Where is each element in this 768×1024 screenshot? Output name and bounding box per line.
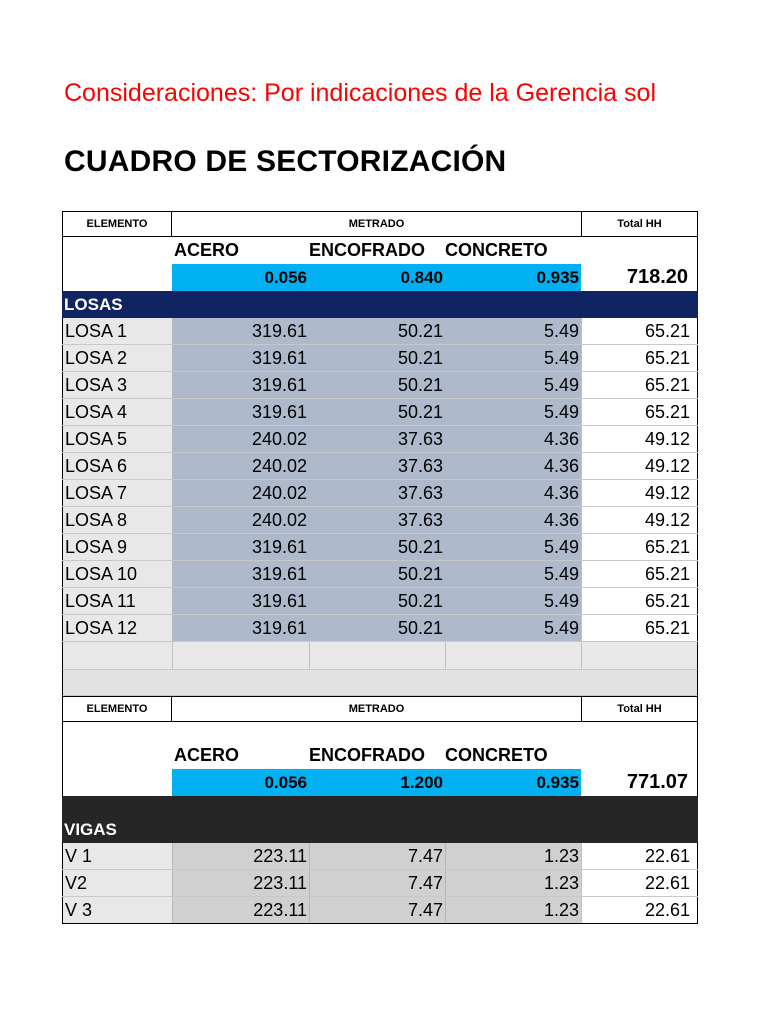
row-acero-value: 240.02 [172, 507, 309, 533]
row-total-hh-value: 49.12 [581, 426, 698, 452]
row-acero-value: 319.61 [172, 318, 309, 344]
row-concreto-value: 4.36 [445, 480, 581, 506]
row-total-hh-value: 49.12 [581, 480, 698, 506]
row-total-hh-value: 65.21 [581, 399, 698, 425]
row-acero-value: 319.61 [172, 561, 309, 587]
header-elemento: ELEMENTO [62, 211, 172, 237]
row-element-name: LOSA 11 [62, 588, 172, 614]
factor-acero: 0.056 [172, 769, 309, 796]
table-row [62, 897, 698, 924]
empty-cell [62, 642, 172, 669]
label-total-spacer [581, 742, 698, 769]
header-metrado: METRADO [172, 696, 581, 722]
row-acero-value: 240.02 [172, 426, 309, 452]
spacer-cell [581, 722, 698, 742]
header-elemento: ELEMENTO [62, 696, 172, 722]
row-acero-value: 223.11 [172, 870, 309, 896]
row-element-name: LOSA 7 [62, 480, 172, 506]
row-element-name: LOSA 8 [62, 507, 172, 533]
row-encofrado-value: 7.47 [309, 897, 445, 923]
header-total-hh: Total HH [581, 211, 698, 237]
table-row [62, 615, 698, 642]
sectorization-table [62, 211, 698, 924]
row-encofrado-value: 50.21 [309, 318, 445, 344]
row-element-name: LOSA 9 [62, 534, 172, 560]
losas-labels-row [62, 237, 698, 264]
row-encofrado-value: 37.63 [309, 507, 445, 533]
row-element-name: LOSA 3 [62, 372, 172, 398]
row-concreto-value: 5.49 [445, 318, 581, 344]
factor-encofrado: 1.200 [309, 769, 445, 796]
row-acero-value: 240.02 [172, 480, 309, 506]
row-acero-value: 319.61 [172, 534, 309, 560]
factor-concreto: 0.935 [445, 264, 581, 291]
row-total-hh-value: 22.61 [581, 843, 698, 869]
losas-rows [62, 318, 698, 642]
table-row [62, 426, 698, 453]
table-row [62, 399, 698, 426]
row-concreto-value: 4.36 [445, 453, 581, 479]
table-row [62, 318, 698, 345]
total-hh-losas: 718.20 [581, 264, 698, 291]
factor-concreto: 0.935 [445, 769, 581, 796]
header-metrado: METRADO [172, 211, 581, 237]
table-row [62, 588, 698, 615]
row-total-hh-value: 65.21 [581, 561, 698, 587]
row-concreto-value: 5.49 [445, 615, 581, 641]
label-total-spacer [581, 237, 698, 264]
row-element-name: V 1 [62, 843, 172, 869]
row-element-name: V2 [62, 870, 172, 896]
section-vigas [62, 796, 698, 843]
row-encofrado-value: 50.21 [309, 372, 445, 398]
row-encofrado-value: 50.21 [309, 534, 445, 560]
label-acero: ACERO [174, 745, 240, 765]
row-acero-value: 319.61 [172, 345, 309, 371]
label-spacer [62, 742, 172, 769]
empty-cell [309, 642, 445, 669]
row-encofrado-value: 50.21 [309, 345, 445, 371]
table-row [62, 843, 698, 870]
label-concreto: CONCRETO [445, 745, 548, 765]
row-encofrado-value: 50.21 [309, 588, 445, 614]
row-total-hh-value: 65.21 [581, 534, 698, 560]
row-total-hh-value: 22.61 [581, 870, 698, 896]
row-encofrado-value: 37.63 [309, 426, 445, 452]
table-row [62, 534, 698, 561]
row-encofrado-value: 7.47 [309, 870, 445, 896]
row-total-hh-value: 49.12 [581, 507, 698, 533]
spacer-cell [62, 722, 172, 742]
label-spacer [62, 237, 172, 264]
factor-encofrado: 0.840 [309, 264, 445, 291]
vigas-header-row [62, 696, 698, 722]
label-encofrado: ENCOFRADO [309, 240, 425, 260]
row-acero-value: 319.61 [172, 615, 309, 641]
row-acero-value: 319.61 [172, 399, 309, 425]
row-concreto-value: 5.49 [445, 561, 581, 587]
row-element-name: LOSA 6 [62, 453, 172, 479]
row-encofrado-value: 50.21 [309, 615, 445, 641]
row-encofrado-value: 50.21 [309, 399, 445, 425]
vigas-labels-row [62, 742, 698, 769]
table-row [62, 453, 698, 480]
row-element-name: V 3 [62, 897, 172, 923]
row-total-hh-value: 49.12 [581, 453, 698, 479]
row-acero-value: 240.02 [172, 453, 309, 479]
vigas-factors-row [62, 769, 698, 796]
factor-acero: 0.056 [172, 264, 309, 291]
row-element-name: LOSA 10 [62, 561, 172, 587]
row-total-hh-value: 65.21 [581, 588, 698, 614]
row-encofrado-value: 37.63 [309, 453, 445, 479]
label-acero: ACERO [174, 240, 240, 260]
empty-cell [581, 642, 698, 669]
header-total-hh: Total HH [581, 696, 698, 722]
separator-bar [62, 669, 698, 696]
row-concreto-value: 5.49 [445, 534, 581, 560]
factor-spacer [62, 264, 172, 291]
total-hh-vigas: 771.07 [581, 769, 698, 796]
row-total-hh-value: 65.21 [581, 372, 698, 398]
row-acero-value: 319.61 [172, 372, 309, 398]
row-element-name: LOSA 5 [62, 426, 172, 452]
row-acero-value: 319.61 [172, 588, 309, 614]
row-concreto-value: 5.49 [445, 399, 581, 425]
table-row [62, 372, 698, 399]
label-encofrado: ENCOFRADO [309, 745, 425, 765]
section-losas-label: LOSAS [64, 294, 123, 314]
row-concreto-value: 5.49 [445, 372, 581, 398]
row-element-name: LOSA 12 [62, 615, 172, 641]
row-concreto-value: 4.36 [445, 507, 581, 533]
row-encofrado-value: 7.47 [309, 843, 445, 869]
row-element-name: LOSA 4 [62, 399, 172, 425]
page-title: CUADRO DE SECTORIZACIÓN [64, 145, 507, 178]
row-acero-value: 223.11 [172, 897, 309, 923]
row-total-hh-value: 65.21 [581, 615, 698, 641]
empty-cell [445, 642, 581, 669]
row-concreto-value: 1.23 [445, 897, 581, 923]
spacer-cell [172, 722, 581, 742]
row-element-name: LOSA 2 [62, 345, 172, 371]
row-total-hh-value: 65.21 [581, 345, 698, 371]
losas-header-row [62, 211, 698, 237]
row-element-name: LOSA 1 [62, 318, 172, 344]
table-row [62, 507, 698, 534]
row-concreto-value: 4.36 [445, 426, 581, 452]
considerations-note: Consideraciones: Por indicaciones de la Gerencia sol [64, 79, 656, 107]
label-concreto: CONCRETO [445, 240, 548, 260]
section-vigas-label: VIGAS [64, 819, 117, 839]
row-acero-value: 223.11 [172, 843, 309, 869]
losas-factors-row [62, 264, 698, 291]
section-losas [62, 291, 698, 318]
row-concreto-value: 5.49 [445, 345, 581, 371]
row-total-hh-value: 22.61 [581, 897, 698, 923]
empty-row [62, 642, 698, 669]
row-total-hh-value: 65.21 [581, 318, 698, 344]
row-concreto-value: 1.23 [445, 870, 581, 896]
table-row [62, 480, 698, 507]
factor-spacer [62, 769, 172, 796]
row-concreto-value: 5.49 [445, 588, 581, 614]
row-concreto-value: 1.23 [445, 843, 581, 869]
row-encofrado-value: 50.21 [309, 561, 445, 587]
table-row [62, 870, 698, 897]
empty-cell [172, 642, 309, 669]
vigas-rows [62, 843, 698, 924]
vigas-spacer-row [62, 722, 698, 742]
row-encofrado-value: 37.63 [309, 480, 445, 506]
table-row [62, 345, 698, 372]
table-row [62, 561, 698, 588]
